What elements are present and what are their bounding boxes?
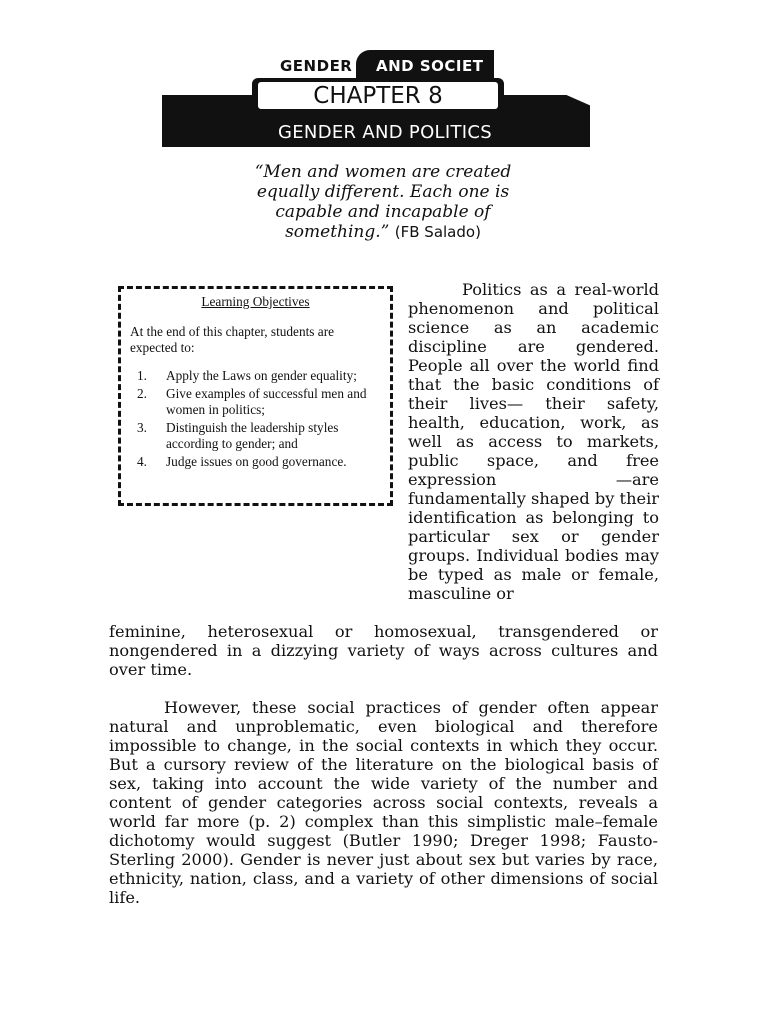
objective-item (133, 368, 384, 384)
objectives-list (133, 368, 384, 470)
objective-text: Distinguish the leadership styles according to gender; and (166, 420, 339, 451)
book-title-society-tab: AND SOCIET (356, 50, 494, 78)
epigraph-quote (230, 162, 536, 242)
objective-text: Judge issues on good governance. (166, 454, 347, 469)
objective-number: 4. (137, 454, 147, 469)
chapter-title: GENDER AND POLITICS (278, 122, 492, 143)
paragraph-1-continued: feminine, heterosexual or homosexual, transgendered or nongendered in a dizzying variety of ways across cultures and over time. (109, 622, 658, 679)
quote-author: (FB Salado) (394, 223, 481, 241)
body-column-right (408, 280, 659, 603)
objectives-title: Learning Objectives (201, 294, 310, 309)
objective-item (133, 386, 384, 418)
objective-number: 2. (137, 386, 147, 401)
objectives-intro: At the end of this chapter, students are expected to: (130, 324, 335, 355)
chapter-number: CHAPTER 8 (257, 81, 499, 110)
objective-number: 1. (137, 368, 147, 383)
objective-item (133, 454, 384, 470)
objective-text: Give examples of successful men and women in politics; (166, 386, 367, 417)
objective-item (133, 420, 384, 452)
book-title-gender: GENDER (280, 57, 353, 75)
learning-objectives-box (118, 286, 393, 506)
paragraph-1-start: Politics as a real-world phenomenon and political science as an academic discipline are gendered. People all over the world find that the basic conditions of their lives— their safety, health, education, work, as well as access to markets, public space, and free expression —are fundamentally shaped by their identification as belonging to particular sex or gender groups. Individual bodies may be typed as male or female, masculine or (408, 280, 659, 603)
objective-number: 3. (137, 420, 147, 435)
objective-text: Apply the Laws on gender equality; (166, 368, 357, 383)
paragraph-2: However, these social practices of gender often appear natural and unproblematic, even biological and therefore impossible to change, in the social contexts in which they occur. But a cursory review of the literature on the biological basis of sex, taking into account the wide variety of the number and content of gender categories across social contexts, reveals a world far more (p. 2) complex than this simplistic male–female dichotomy would suggest (Butler 1990; Dreger 1998; Fausto-Sterling 2000). Gender is never just about sex but varies by race, ethnicity, nation, class, and a variety of other dimensions of social life. (109, 698, 658, 907)
quote-text: “Men and women are created equally different. Each one is capable and incapable of something.” (254, 162, 512, 242)
